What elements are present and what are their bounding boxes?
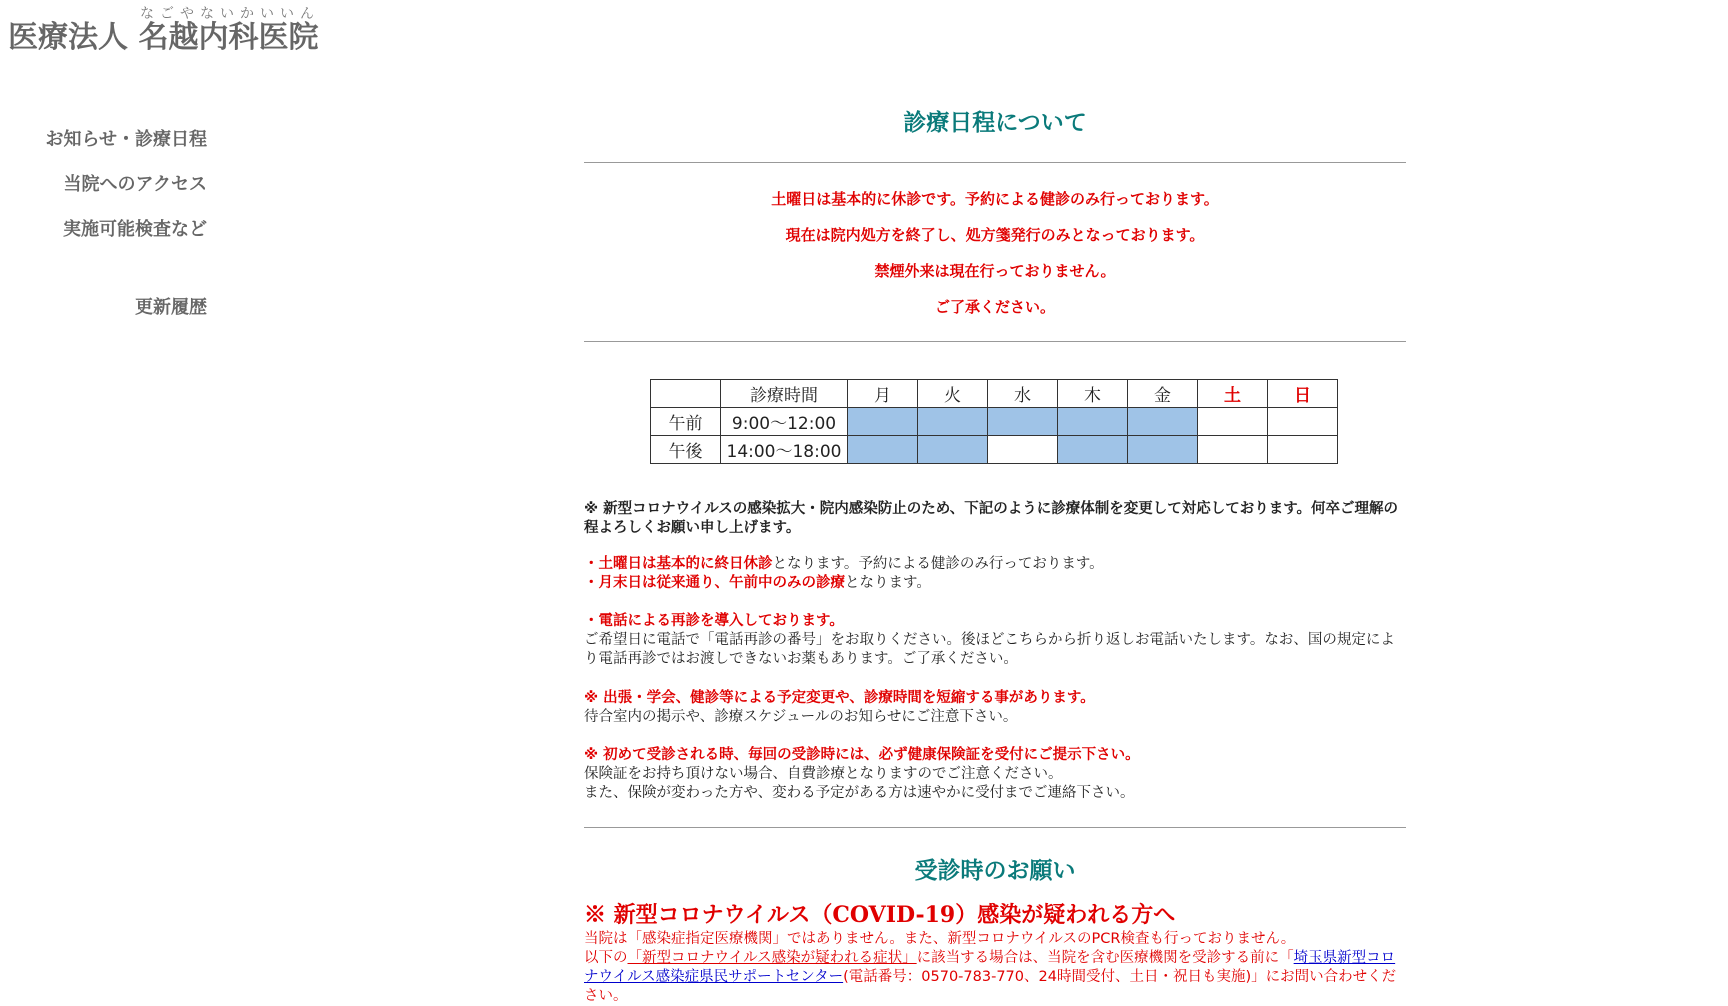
table-header-cell: 金 xyxy=(1128,380,1198,408)
table-row xyxy=(651,436,1338,464)
schedule-slot xyxy=(1058,408,1128,436)
sidebar-item-news[interactable]: お知らせ・診療日程 xyxy=(45,129,207,150)
schedule-slot xyxy=(1268,408,1338,436)
symptoms-link[interactable]: 「新型コロナウイルス感染が疑われる症状」 xyxy=(627,950,917,966)
para-phone xyxy=(584,612,1406,669)
para-insurance-text1: 保険証をお持ち頂けない場合、自費診療となりますのでご注意ください。 xyxy=(584,766,1063,782)
covid-line2-b: に該当する場合は、当院を含む医療機関を受診する前に「 xyxy=(916,950,1294,966)
para-schedule-change xyxy=(584,689,1406,727)
table-row-label: 午前 xyxy=(651,408,721,436)
notice-line: 現在は院内処方を終了し、処方箋発行のみとなっております。 xyxy=(785,226,1205,244)
table-header-cell: 月 xyxy=(848,380,918,408)
para-insurance-emphasis: ※ 初めて受診される時、毎回の受診時には、必ず健康保険証を受付にご提示下さい。 xyxy=(584,747,1140,763)
para-saturday xyxy=(584,555,1406,574)
table-header-cell: 火 xyxy=(918,380,988,408)
covid-suspect-block xyxy=(584,900,1406,1006)
divider xyxy=(584,827,1406,828)
table-header-cell: 水 xyxy=(988,380,1058,408)
sidebar-nav xyxy=(46,125,207,319)
table-header-row xyxy=(651,380,1338,408)
para-schedule-change-text: 待合室内の掲示や、診療スケジュールのお知らせにご注意下さい。 xyxy=(584,709,1018,725)
notice-line: 土曜日は基本的に休診です。予約による健診のみ行っております。 xyxy=(771,190,1219,208)
schedule-slot xyxy=(918,436,988,464)
support-center-link[interactable]: 埼玉県新型コロナウイルス感染症県民サポートセンター xyxy=(584,950,1396,985)
table-header-cell xyxy=(651,380,721,408)
para-month-end-text: となります。 xyxy=(845,575,931,591)
covid-suspect-title: ※ 新型コロナウイルス（COVID-19）感染が疑われる方へ xyxy=(584,902,1176,928)
table-header-cell: 木 xyxy=(1058,380,1128,408)
schedule-slot xyxy=(918,408,988,436)
para-phone-text: ご希望日に電話で「電話再診の番号」をお取りください。後ほどこちらから折り返しお電話いたします。なお、国の規定により電話再診ではお渡しできないお薬もあります。ご了承ください。 xyxy=(584,632,1395,667)
schedule-slot xyxy=(988,436,1058,464)
covid-suspect-line1: 当院は「感染症指定医療機関」ではありません。また、新型コロナウイルスのPCR検査も行っておりません。 xyxy=(584,931,1296,947)
schedule-slot xyxy=(1198,408,1268,436)
sidebar-item-history[interactable]: 更新履歴 xyxy=(135,297,207,318)
site-title-name: 名越内科医院 xyxy=(138,20,319,55)
table-row xyxy=(651,408,1338,436)
schedule-table xyxy=(650,379,1338,464)
schedule-slot xyxy=(1268,436,1338,464)
schedule-heading: 診療日程について xyxy=(903,110,1087,136)
schedule-slot xyxy=(1198,436,1268,464)
table-header-cell: 日 xyxy=(1268,380,1338,408)
para-insurance xyxy=(584,746,1406,803)
para-schedule-change-emphasis: ※ 出張・学会、健診等による予定変更や、診療時間を短縮する事があります。 xyxy=(584,690,1095,706)
site-title-prefix: 医療法人 xyxy=(8,20,139,55)
schedule-slot xyxy=(988,408,1058,436)
para-month-end-emphasis: ・月末日は従来通り、午前中のみの診療 xyxy=(584,575,845,591)
covid-note: ※ 新型コロナウイルスの感染拡大・院内感染防止のため、下記のように診療体制を変更して対応しております。何卒ご理解の程よろしくお願い申し上げます。 xyxy=(584,501,1399,536)
table-header-cell: 土 xyxy=(1198,380,1268,408)
covid-line2-c: (電話番号：0570-783-770、24時間受付、土日・祝日も実施)」にお問い合わせください。 xyxy=(584,969,1397,1004)
covid-suspect-line2 xyxy=(584,949,1406,1006)
table-row-time: 9:00〜12:00 xyxy=(721,408,848,436)
para-insurance-text2: また、保険が変わった方や、変わる予定がある方は速やかに受付までご連絡下さい。 xyxy=(584,785,1135,801)
table-row-time: 14:00〜18:00 xyxy=(721,436,848,464)
para-saturday-text: となります。予約による健診のみ行っております。 xyxy=(772,556,1104,572)
schedule-slot xyxy=(1058,436,1128,464)
para-month-end xyxy=(584,574,1406,593)
divider xyxy=(584,162,1406,163)
table-row-label: 午後 xyxy=(651,436,721,464)
site-title xyxy=(8,6,318,56)
schedule-slot xyxy=(848,436,918,464)
covid-line2-a: 以下の xyxy=(584,950,628,966)
schedule-slot xyxy=(1128,436,1198,464)
divider xyxy=(584,341,1406,342)
site-title-name-ruby xyxy=(138,6,319,55)
schedule-slot xyxy=(848,408,918,436)
sidebar-item-tests[interactable]: 実施可能検査など xyxy=(63,219,207,240)
table-header-cell: 診療時間 xyxy=(721,380,848,408)
notice-line: 禁煙外来は現在行っておりません。 xyxy=(874,262,1116,280)
notice-line: ご了承ください。 xyxy=(934,298,1055,316)
para-saturday-emphasis: ・土曜日は基本的に終日休診 xyxy=(584,556,773,572)
sidebar-item-access[interactable]: 当院へのアクセス xyxy=(63,174,207,195)
para-phone-emphasis: ・電話による再診を導入しております。 xyxy=(584,613,844,629)
visit-heading: 受診時のお願い xyxy=(914,858,1076,884)
schedule-slot xyxy=(1128,408,1198,436)
site-title-reading: なごやないかいいん xyxy=(138,6,319,22)
